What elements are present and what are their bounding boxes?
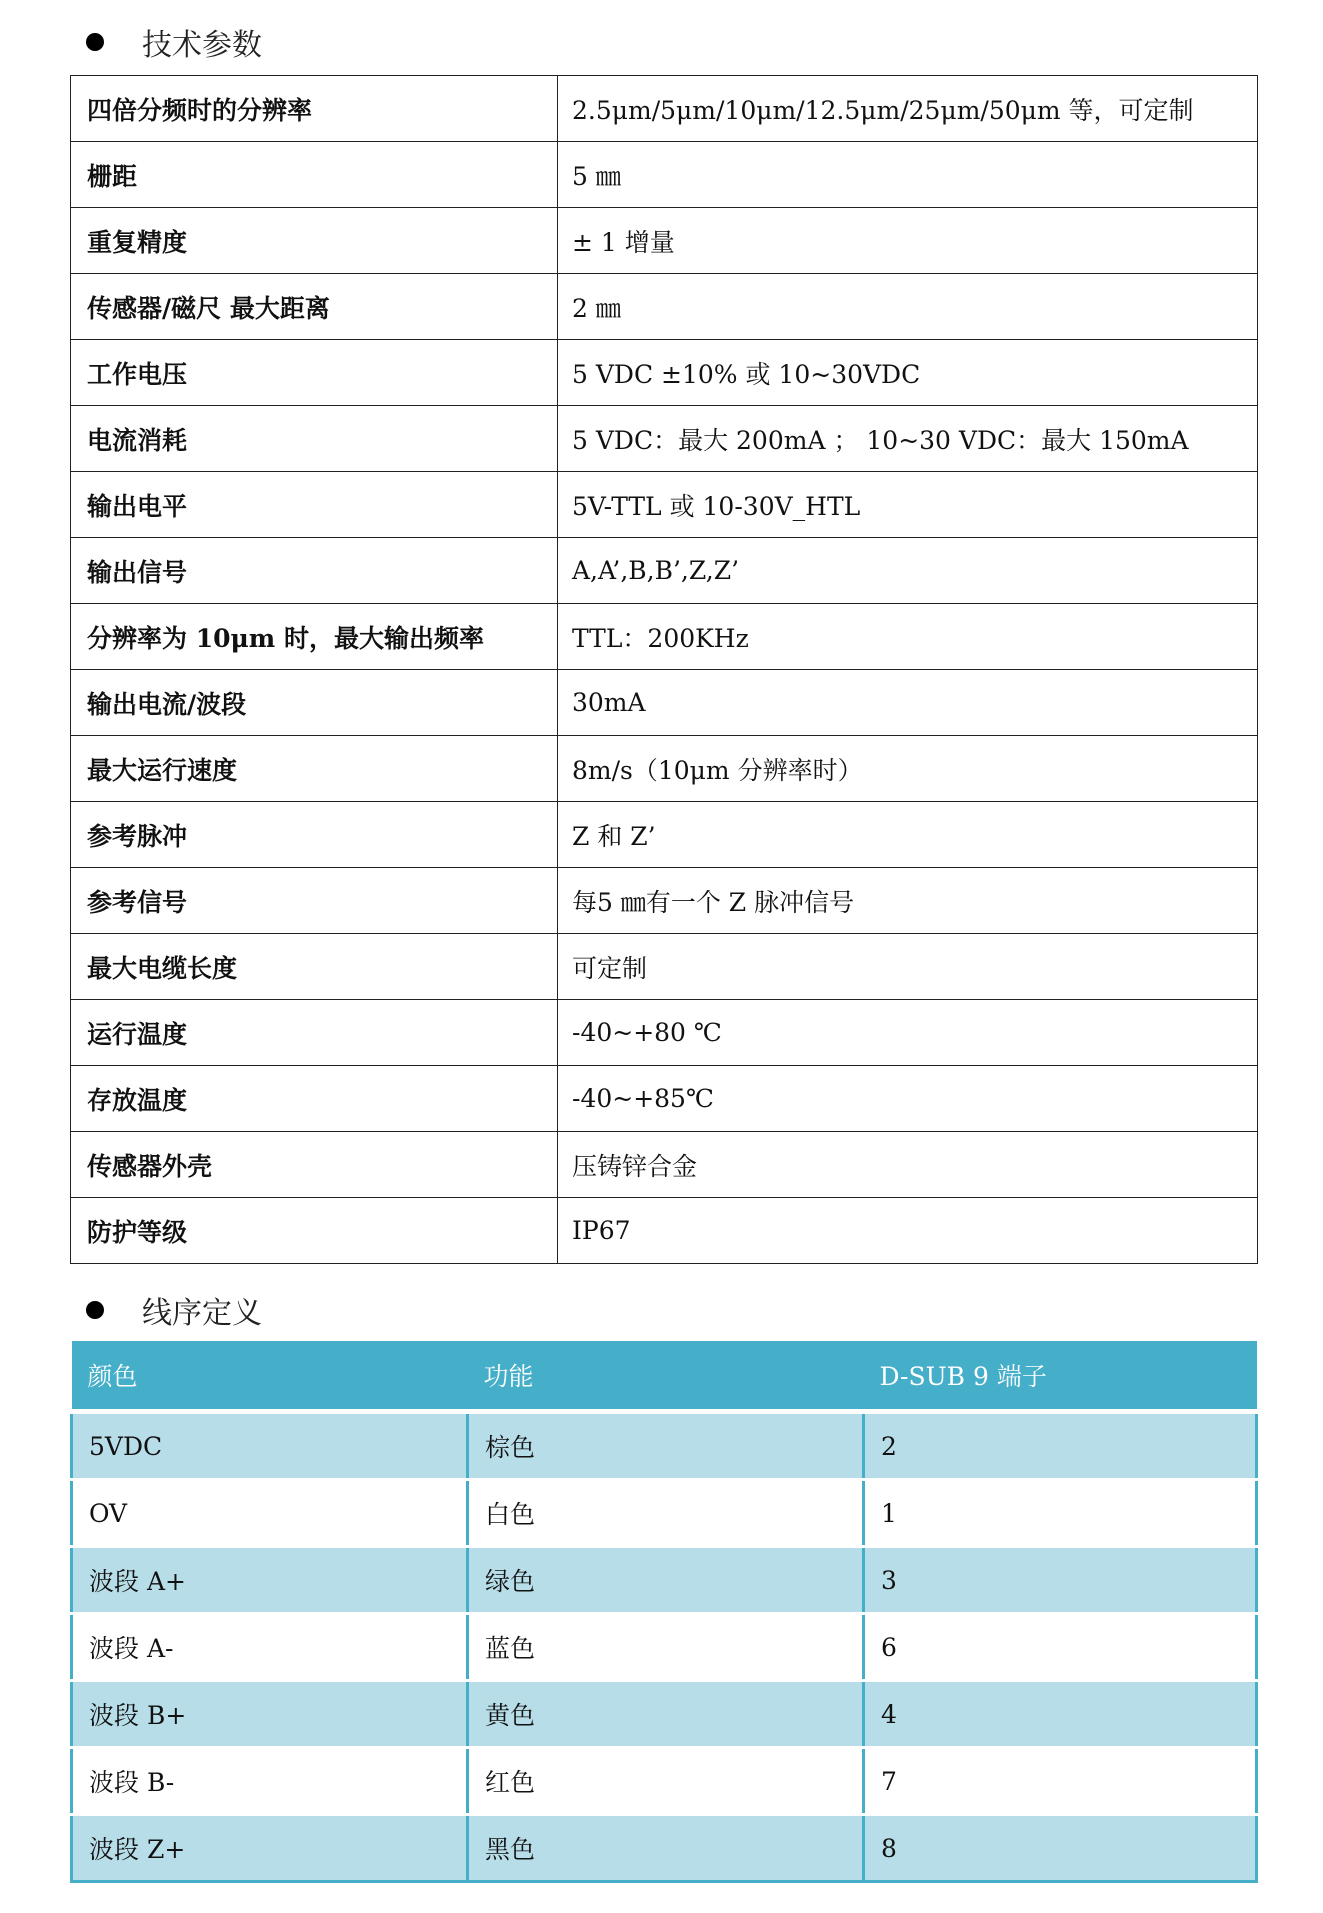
- bullet-icon: [86, 1301, 104, 1319]
- wiring-row: [72, 1748, 1257, 1815]
- wire-pin: 4: [864, 1681, 1257, 1748]
- wiring-row: [72, 1614, 1257, 1681]
- wiring-section-heading: [86, 1290, 262, 1330]
- spec-label: 四倍分频时的分辨率: [71, 76, 558, 142]
- wire-signal: 波段 B+: [72, 1681, 468, 1748]
- spec-row: [71, 76, 1258, 142]
- spec-row: [71, 406, 1258, 472]
- spec-label: 防护等级: [71, 1198, 558, 1264]
- spec-label: 传感器/磁尺 最大距离: [71, 274, 558, 340]
- spec-row: [71, 340, 1258, 406]
- wiring-row: [72, 1547, 1257, 1614]
- spec-value: TTL：200KHz: [558, 604, 1258, 670]
- spec-row: [71, 274, 1258, 340]
- spec-label: 输出电流/波段: [71, 670, 558, 736]
- wire-pin: 1: [864, 1480, 1257, 1547]
- spec-label: 重复精度: [71, 208, 558, 274]
- wiring-header-row: [72, 1341, 1257, 1412]
- wire-pin: 6: [864, 1614, 1257, 1681]
- wiring-row: [72, 1412, 1257, 1480]
- spec-label: 运行温度: [71, 1000, 558, 1066]
- spec-value: IP67: [558, 1198, 1258, 1264]
- header-dsub-pin: D-SUB 9 端子: [864, 1341, 1257, 1412]
- spec-label: 参考信号: [71, 868, 558, 934]
- wire-signal: 波段 A+: [72, 1547, 468, 1614]
- spec-row: [71, 1066, 1258, 1132]
- header-function: 功能: [468, 1341, 864, 1412]
- wiring-table: [70, 1341, 1258, 1883]
- spec-row: [71, 1132, 1258, 1198]
- spec-value: 5V-TTL 或 10-30V_HTL: [558, 472, 1258, 538]
- spec-label: 栅距: [71, 142, 558, 208]
- bullet-icon: [86, 33, 104, 51]
- spec-value: 30mA: [558, 670, 1258, 736]
- spec-value: ± 1 增量: [558, 208, 1258, 274]
- wiring-row: [72, 1480, 1257, 1547]
- spec-value: 2 ㎜: [558, 274, 1258, 340]
- specs-section-title: 技术参数: [142, 28, 262, 63]
- wire-color: 蓝色: [468, 1614, 864, 1681]
- wiring-row: [72, 1815, 1257, 1882]
- wire-pin: 3: [864, 1547, 1257, 1614]
- wire-signal: 波段 A-: [72, 1614, 468, 1681]
- spec-label: 输出电平: [71, 472, 558, 538]
- spec-value: 5 VDC ±10% 或 10~30VDC: [558, 340, 1258, 406]
- spec-table: [70, 75, 1258, 1264]
- wire-color: 棕色: [468, 1412, 864, 1480]
- spec-label: 分辨率为 10μm 时，最大输出频率: [71, 604, 558, 670]
- header-color: 颜色: [72, 1341, 468, 1412]
- spec-label: 最大运行速度: [71, 736, 558, 802]
- spec-label: 最大电缆长度: [71, 934, 558, 1000]
- spec-label: 参考脉冲: [71, 802, 558, 868]
- wire-pin: 8: [864, 1815, 1257, 1882]
- spec-row: [71, 868, 1258, 934]
- wire-pin: 2: [864, 1412, 1257, 1480]
- spec-row: [71, 1198, 1258, 1264]
- spec-value: 5 ㎜: [558, 142, 1258, 208]
- wire-pin: 7: [864, 1748, 1257, 1815]
- spec-row: [71, 472, 1258, 538]
- spec-value: 5 VDC：最大 200mA ； 10~30 VDC：最大 150mA: [558, 406, 1258, 472]
- wire-color: 白色: [468, 1480, 864, 1547]
- specs-section-heading: [86, 22, 262, 62]
- spec-row: [71, 670, 1258, 736]
- spec-row: [71, 736, 1258, 802]
- spec-value: 压铸锌合金: [558, 1132, 1258, 1198]
- wire-color: 黑色: [468, 1815, 864, 1882]
- wire-signal: OV: [72, 1480, 468, 1547]
- spec-label: 输出信号: [71, 538, 558, 604]
- spec-row: [71, 1000, 1258, 1066]
- wire-signal: 波段 Z+: [72, 1815, 468, 1882]
- spec-value: 2.5μm/5μm/10μm/12.5μm/25μm/50μm 等，可定制: [558, 76, 1258, 142]
- spec-value: 每5 ㎜有一个 Z 脉冲信号: [558, 868, 1258, 934]
- wiring-section-title: 线序定义: [142, 1296, 262, 1331]
- wire-signal: 波段 B-: [72, 1748, 468, 1815]
- wire-signal: 5VDC: [72, 1412, 468, 1480]
- spec-label: 电流消耗: [71, 406, 558, 472]
- spec-row: [71, 208, 1258, 274]
- spec-label: 存放温度: [71, 1066, 558, 1132]
- wire-color: 黄色: [468, 1681, 864, 1748]
- spec-row: [71, 934, 1258, 1000]
- spec-row: [71, 142, 1258, 208]
- spec-value: A,A’,B,B’,Z,Z’: [558, 538, 1258, 604]
- spec-label: 工作电压: [71, 340, 558, 406]
- spec-label: 传感器外壳: [71, 1132, 558, 1198]
- spec-value: Z 和 Z’: [558, 802, 1258, 868]
- spec-row: [71, 604, 1258, 670]
- spec-value: 8m/s（10μm 分辨率时）: [558, 736, 1258, 802]
- spec-value: -40~+85℃: [558, 1066, 1258, 1132]
- spec-value: -40~+80 ℃: [558, 1000, 1258, 1066]
- wire-color: 绿色: [468, 1547, 864, 1614]
- spec-row: [71, 538, 1258, 604]
- spec-value: 可定制: [558, 934, 1258, 1000]
- spec-row: [71, 802, 1258, 868]
- wiring-row: [72, 1681, 1257, 1748]
- wire-color: 红色: [468, 1748, 864, 1815]
